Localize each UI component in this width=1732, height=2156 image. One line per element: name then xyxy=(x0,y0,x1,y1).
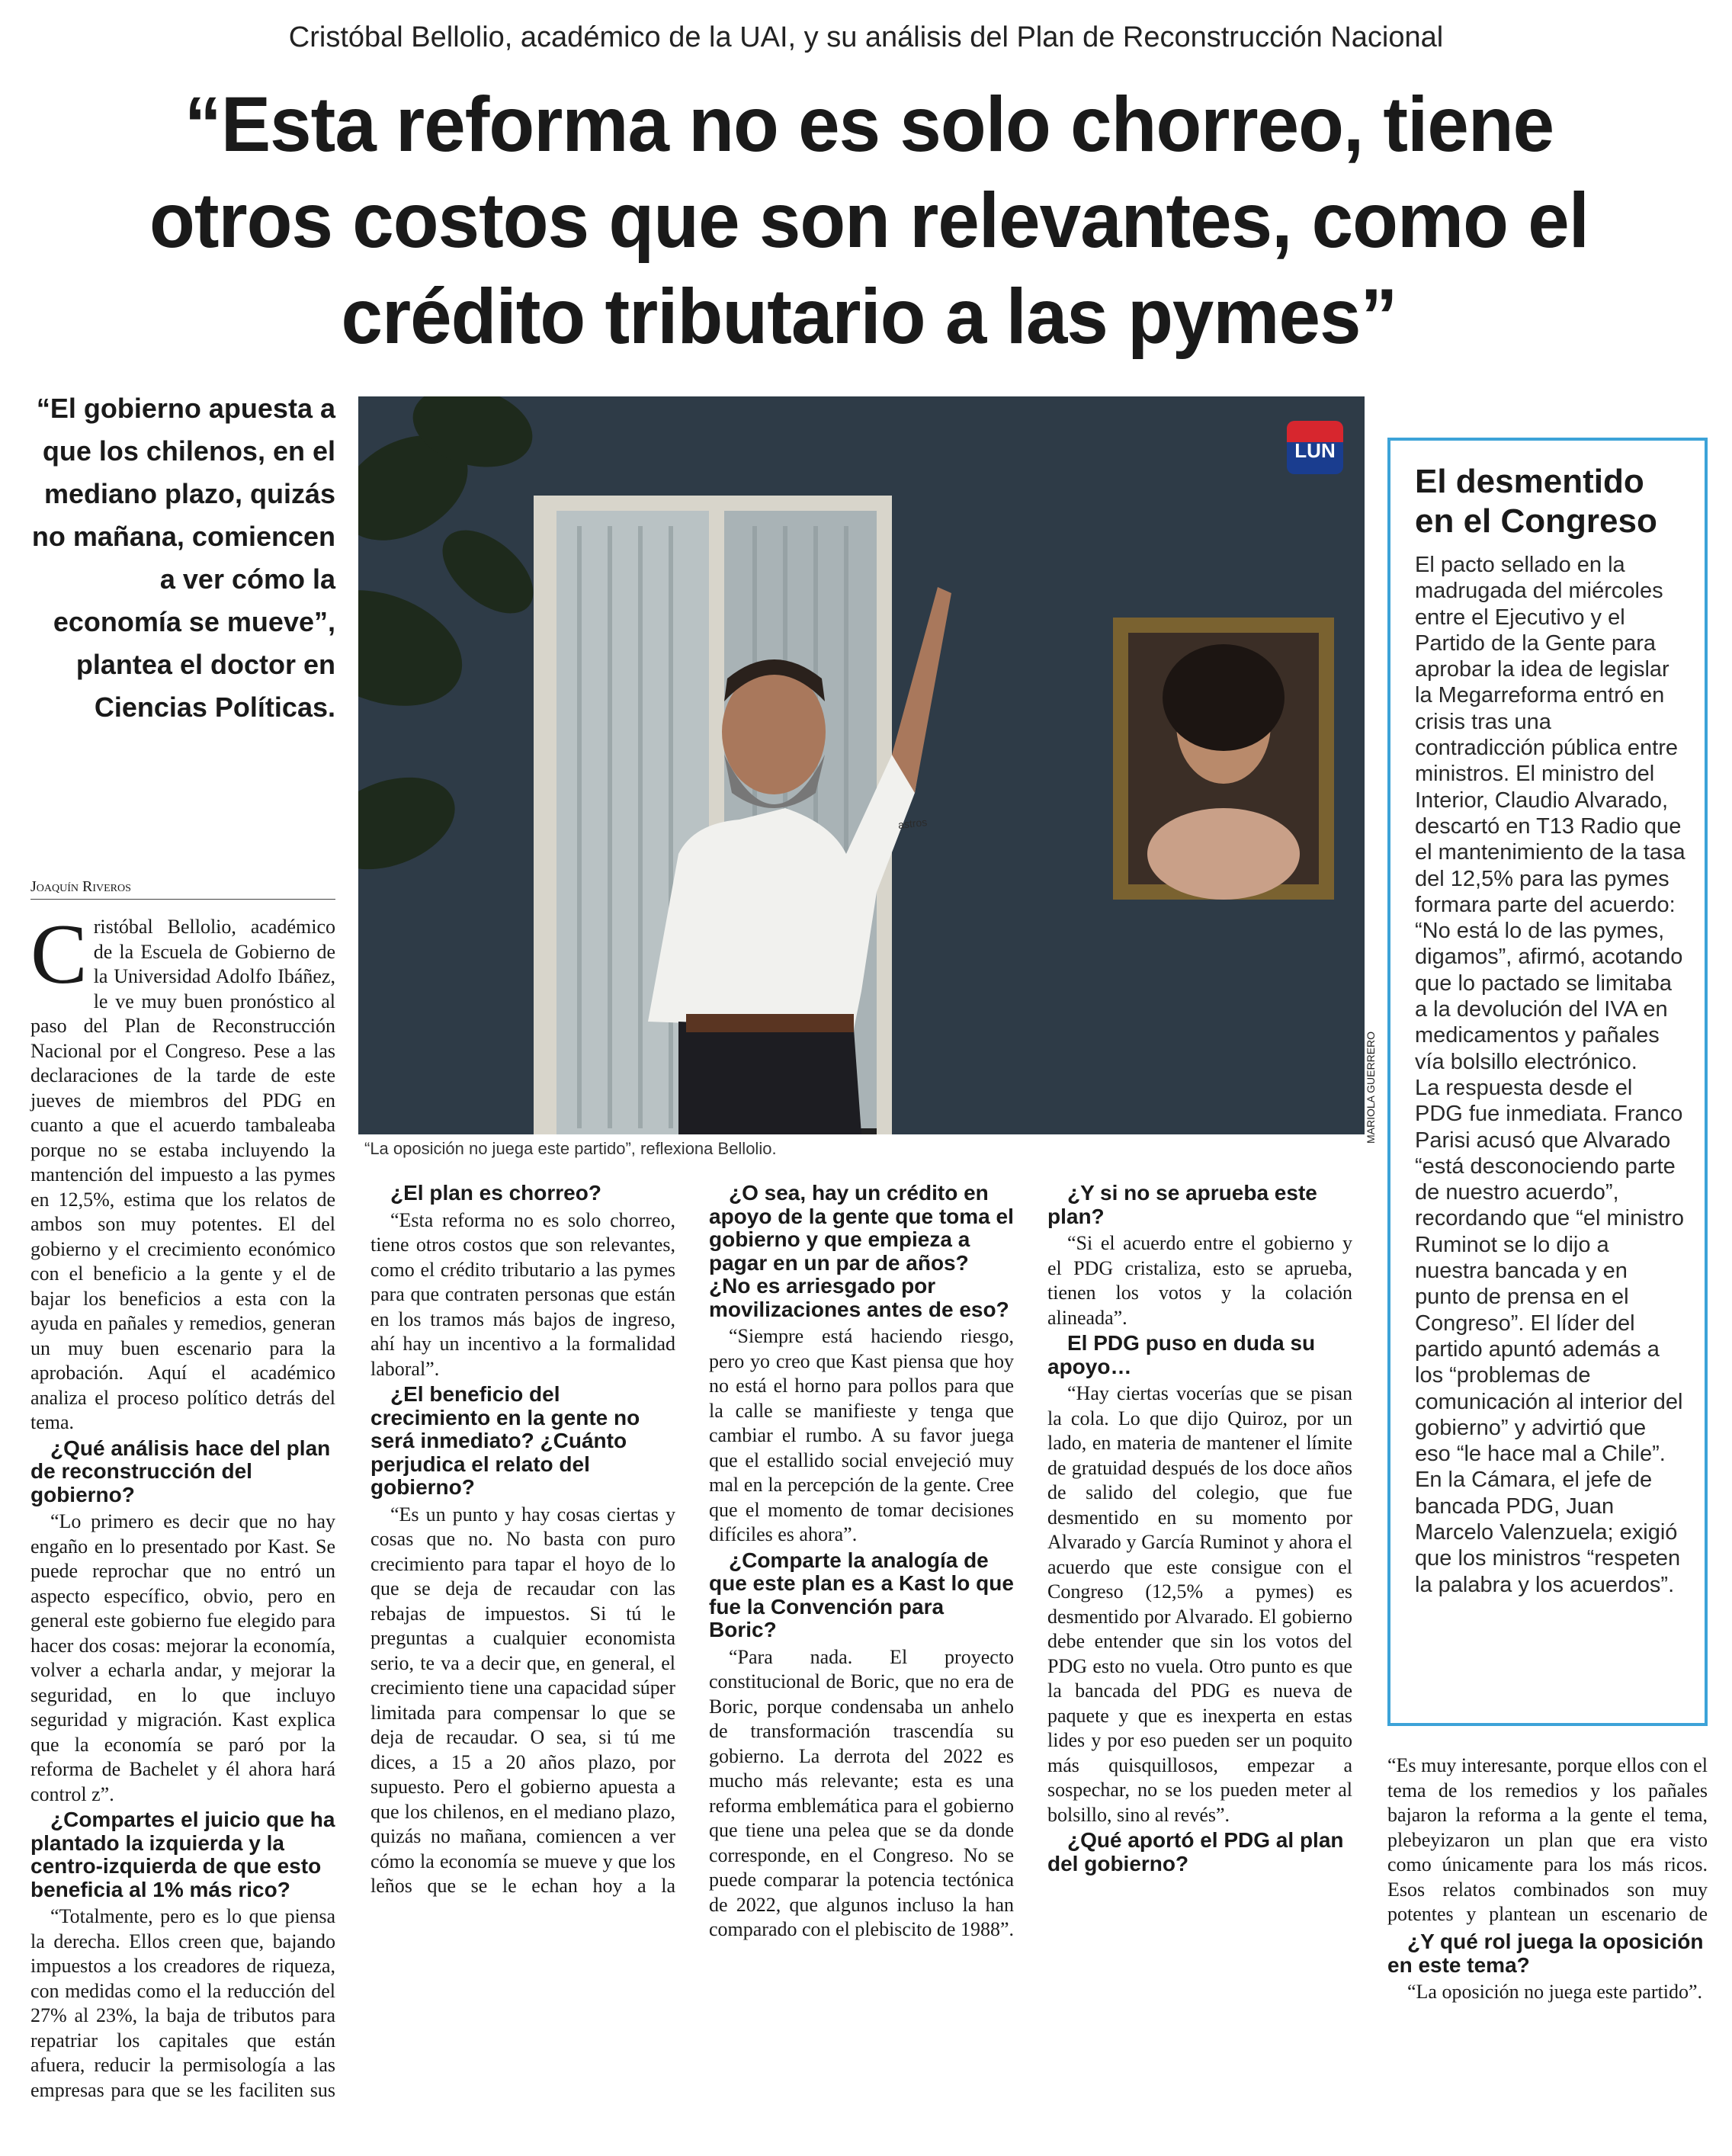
answer-2-text: “Totalmente, pero es lo que piensa la derecha. Ellos creen que, bajando impuestos a los creadores de riqueza, con medidas como el la reducción del 27% al 23%, la baja de tributos para repatriar los capitales que están afuera, reducir la permisología a las empresas para que se les faciliten sus xyxy=(30,1905,335,2101)
column-1 xyxy=(30,907,335,2103)
answer-2 xyxy=(30,1904,335,2103)
tattoo-text: astros xyxy=(897,816,928,831)
sidebar-paragraph-1: El pacto sellado en la madrugada del miércoles entre el Ejecutivo y el Partido de la Gente para aprobar la idea de legislar la Megarreforma entró en crisis tras una contradicción pública entre ministros. El ministro del Interior, Claudio Alvarado, descartó en T13 Radio que el mantenimiento de la tasa del 12,5% para las pymes formara parte del acuerdo: “No está lo de las pymes, digamos”, afirmó, acotando que lo pactado se limitaba a la devolución del IVA en medicamentos y pañales vía bolsillo electrónico. xyxy=(1415,553,1685,1074)
question-8: El PDG puso en duda su apoyo… xyxy=(1047,1331,1316,1378)
intro-paragraph: ristóbal Bellolio, académico de la Escuela de Gobierno de la Universidad Adolfo Ibáñez, le ve muy buen pronóstico al paso del Plan de Reconstrucción Nacional por el Congreso. Pese a las declaraciones de la tarde de este jueves de miembros del PDG en cuanto a que el acuerdo tambaleaba porque no se estaba incluyendo la mantención del impuesto a las pymes en 12,5%, estima que los relatos de ambos son muy potentes. El del gobierno y el crecimiento económico con el beneficio a la gente y el de bajar los beneficios a esta con la ayuda en pañales y remedios, generan un muy buen escenario para la aprobación. Aquí el académico analiza el proceso político detrás del tema. xyxy=(30,916,335,1433)
question-5: ¿O sea, hay un crédito en apoyo de la gente que toma el gobierno y que empieza a pagar en un par de años? ¿No es arriesgado por movilizaciones antes de eso? xyxy=(709,1181,1014,1321)
answer-4 xyxy=(370,1503,675,1899)
byline: Joaquín Riveros xyxy=(30,878,335,900)
portrait-photo xyxy=(358,396,1365,1134)
question-7: ¿Y si no se aprueba este plan? xyxy=(1047,1181,1317,1228)
answer-4-text: “Es un punto y hay cosas ciertas y cosas que no. No basta con puro crecimiento para tapar el hoyo de lo que se deja de recaudar con las rebajas de impuestos. Si tú le preguntas a cualquier economista serio, te va a decir que, en general, el crecimiento tiene una capacidad súper limitada para compensar lo que se deja de recaudar. O sea, si tú me dices, a 15 a 20 años plazo, por supuesto. Pero el gobierno apuesta a que los chilenos, en el mediano plazo, quizás no mañana, comiencen a ver cómo la economía se mueve y que los leños que se le echan hoy a la xyxy=(370,1503,675,1897)
answer-6 xyxy=(709,1645,1014,1943)
sidebar-title: El desmentido en el Congreso xyxy=(1415,463,1657,540)
question-3: ¿El plan es chorreo? xyxy=(390,1181,601,1205)
headline: “Esta reforma no es solo chorreo, tiene otros costos que son relevantes, como el crédito tributario a las pymes” xyxy=(149,81,1589,360)
question-1: ¿Qué análisis hace del plan de reconstrucción del gobierno? xyxy=(30,1436,331,1506)
answer-10: “La oposición no juega este partido”. xyxy=(1407,1981,1702,2003)
sidebar-paragraph-3: En la Cámara, el jefe de bancada PDG, Juan Marcelo Valenzuela; exigió que los ministros “respeten la palabra y los acuerdos”. xyxy=(1415,1468,1681,1597)
answer-1: “Lo primero es decir que no hay engaño en lo presentado por Kast. Se puede reprochar que no entró un aspecto específico, obvio, pero en general este gobierno fue elegido para hacer dos cosas: mejorar la economía, volver a echarla andar, y mejorar la seguridad, en lo que incluyo seguridad y migración. Kast explica que la economía se paró por la reforma de Bachelet y él ahora hará control z”. xyxy=(30,1510,335,1805)
answer-7: “Si el acuerdo entre el gobierno y el PDG cristaliza, esto se aprueba, tienen los votos y la colación alineada”. xyxy=(1047,1232,1352,1329)
question-2: ¿Compartes el juicio que ha plantado la izquierda y la centro-izquierda de que esto beneficia al 1% más rico? xyxy=(30,1808,335,1901)
column-2 xyxy=(370,1180,675,1899)
answer-3: “Esta reforma no es solo chorreo, tiene otros costos que son relevantes, como el crédito tributario a las pymes para que contraten personas que están en los tramos más bajos de ingreso, ahí hay un incentivo a la formalidad laboral”. xyxy=(370,1208,675,1380)
answer-8: “Hay ciertas vocerías que se pisan la cola. Lo que dijo Quiroz, por un lado, en materia de mantener el límite de gratuidad después de los doce años de salido del colegio, que fue desmentido en su momento por Alvarado y García Ruminot y ahora el acuerdo que este consigue con el Congreso (12,5% a pymes) es desmentido por Alvarado. El gobierno debe entender que sin los votos del PDG esto no vuela. Otro punto es que la bancada del PDG es nueva de paquete y que es inexperta en estas lides y por eso pueden ser un poquito más quisquillosos, empezar a sospechar, no se los pueden meter al bolsillo, sino al revés”. xyxy=(1047,1382,1352,1826)
pull-quote: “El gobierno apuesta a que los chilenos, en el mediano plazo, quizás no mañana, comiencen a ver cómo la economía se mueve”, plantea el doctor en Ciencias Políticas. xyxy=(31,393,335,723)
column-4 xyxy=(1047,1180,1352,1878)
question-4: ¿El beneficio del crecimiento en la gente no será inmediato? ¿Cuánto perjudica el relato del gobierno? xyxy=(370,1382,640,1499)
lun-logo-text: LUN xyxy=(1294,439,1336,462)
answer-9-text: “Es muy interesante, porque ellos con el tema de los remedios y los pañales bajaron la reforma a la gente el tema, plebeyizaron un plan que era visto como únicamente para los más ricos. Esos relatos combinados son muy potentes y plantean un escenario de xyxy=(1387,1754,1708,1925)
column-5 xyxy=(1387,1753,1708,2005)
question-6: ¿Comparte la analogía de que este plan es a Kast lo que fue la Convención para Boric? xyxy=(709,1548,1014,1641)
question-9: ¿Qué aportó el PDG al plan del gobierno? xyxy=(1047,1828,1344,1875)
answer-9 xyxy=(1387,1753,1708,1929)
kicker: Cristóbal Bellolio, académico de la UAI, y su análisis del Plan de Reconstrucción Nacional xyxy=(288,21,1444,53)
drop-cap: C xyxy=(30,907,88,1002)
photo-caption: “La oposición no juega este partido”, reflexiona Bellolio. xyxy=(364,1139,777,1158)
lun-logo xyxy=(1287,421,1343,474)
sidebar-box xyxy=(1387,438,1708,1726)
question-10: ¿Y qué rol juega la oposición en este tema? xyxy=(1387,1930,1704,1977)
photo-credit: MARIOLA GUERRERO xyxy=(1365,1031,1377,1144)
sidebar-paragraph-2: La respuesta desde el PDG fue inmediata. Franco Parisi acusó que Alvarado “está desconociendo parte de nuestro acuerdo”, recordando que “el ministro Ruminot se lo dijo a nuestra bancada y en punto de prensa en el Congreso”. El líder del partido apuntó además a los “problemas de comunicación al interior del gobierno” y advirtió que eso “le hace mal a Chile”. xyxy=(1415,1075,1685,1467)
column-3 xyxy=(709,1180,1014,1943)
answer-6-text: “Para nada. El proyecto constitucional de Boric, que no era de Boric, porque condensaba un anhelo de transformación trascendía su gobierno. La derrota del 2022 es mucho más relevante; esta es una reforma emblemática para el gobierno que tiene una pelea que se da donde corresponde, en el Congreso. No se puede comparar la potencia tectónica de 2022, que algunos incluso la han comparado con el plebiscito de 1988”. xyxy=(709,1645,1014,1940)
answer-5: “Siempre está haciendo riesgo, pero yo creo que Kast piensa que hoy no está el horno para pollos para que la calle se manifieste y tenga que cambiar el rumbo. A su favor juega que el estallido social envejeció muy mal en la percepción de la gente. Cree que el momento de tomar decisiones difíciles es ahora”. xyxy=(709,1325,1014,1545)
photo-illustration xyxy=(358,396,1365,1134)
